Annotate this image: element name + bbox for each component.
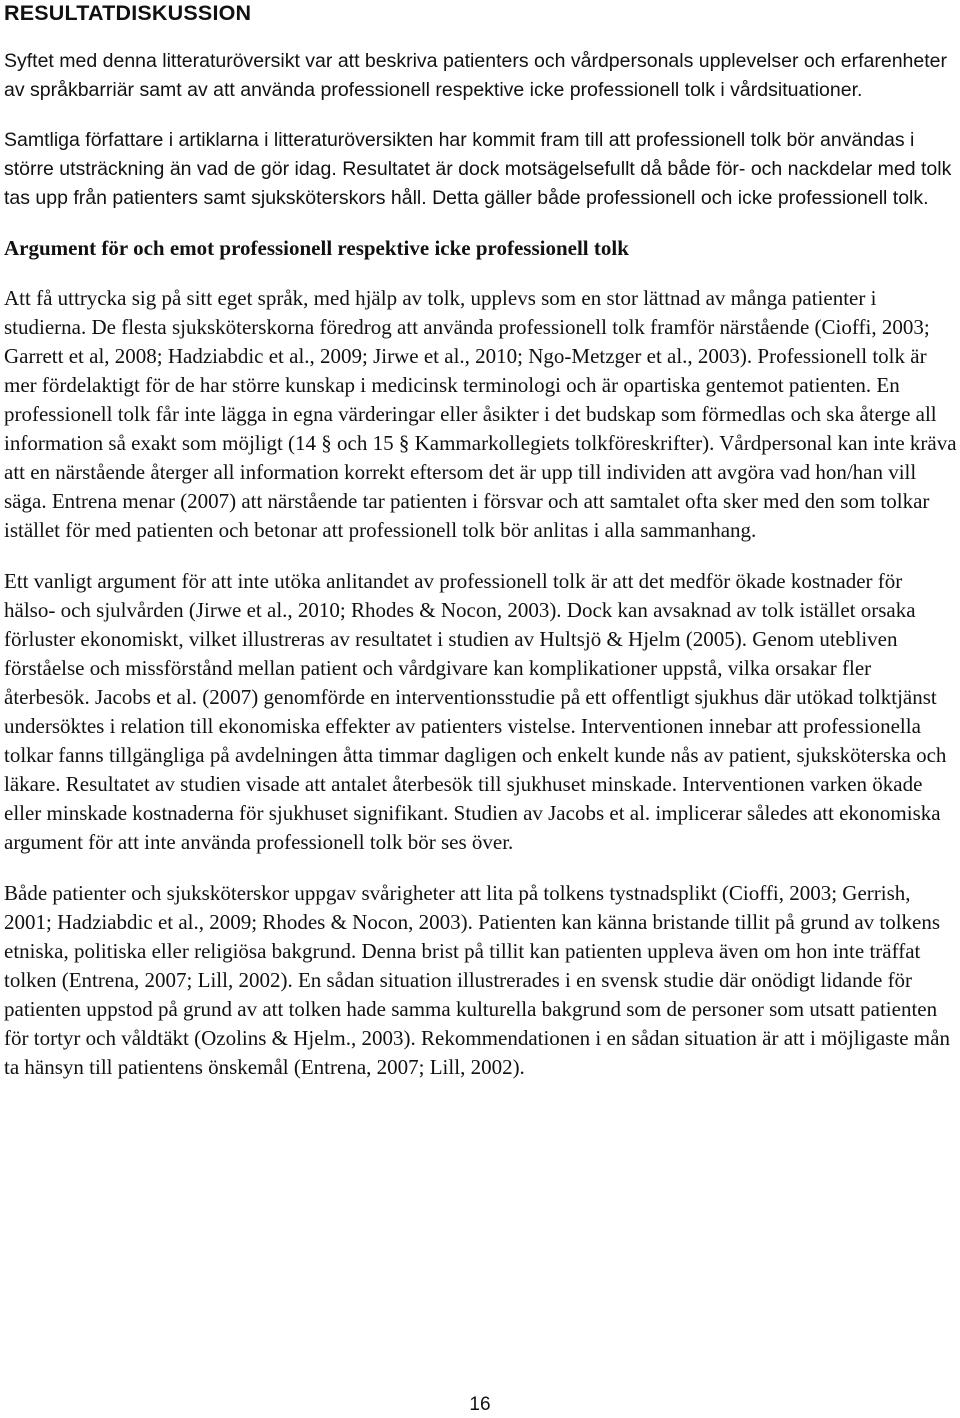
intro-paragraph-summary: Samtliga författare i artiklarna i litteraturöversikten har kommit fram till att professionell tolk bör användas i större utsträckning än vad de gör idag. Resultatet är dock motsägelsefullt då både för- och nackdelar med tolk tas upp från patienters samt sjuksköterskors håll. Detta gäller både professionell och icke professionell tolk. bbox=[4, 129, 952, 209]
document-page bbox=[4, 0, 958, 1082]
intro-paragraph-purpose: Syftet med denna litteraturöversikt var att beskriva patienters och vårdpersonals upplevelser och erfarenheter av språkbarriär samt av att använda professionell respektive icke professionell tolk i vårdsituationer. bbox=[4, 50, 947, 101]
body-paragraph-costs: Ett vanligt argument för att inte utöka anlitandet av professionell tolk är att det medför ökade kostnader för hälso- och sjulvården (Jirwe et al., 2010; Rhodes & Nocon, 2003). Dock kan avsaknad av tolk istället orsaka förluster ekonomiskt, vilket illustreras av resultatet i studien av Hultsjö & Hjelm (2005). Genom utebliven förståelse och missförstånd mellan patient och vårdgivare kan komplikationer uppstå, vilka orsakar fler återbesök. Jacobs et al. (2007) genomförde en interventionsstudie på ett offentligt sjukhus där utökad tolktjänst undersöktes i relation till ekonomiska effekter av patienters vistelse. Interventionen innebar att professionella tolkar fanns tillgängliga på avdelningen åtta timmar dagligen och enkelt kunde nås av patient, sjuksköterska och läkare. Resultatet av studien visade att antalet återbesök till sjukhuset minskade. Interventionen varken ökade eller minskade kostnaderna för sjukhuset signifikant. Studien av Jacobs et al. implicerar således att ekonomiska argument för att inte använda professionell tolk bör ses över. bbox=[4, 569, 947, 854]
section-title: RESULTATDISKUSSION bbox=[4, 1, 252, 25]
body-paragraph-advantages: Att få uttrycka sig på sitt eget språk, med hjälp av tolk, upplevs som en stor lättnad av många patienter i studierna. De flesta sjuksköterskorna föredrog att använda professionell tolk framför närstående (Cioffi, 2003; Garrett et al, 2008; Hadziabdic et al., 2009; Jirwe et al., 2010; Ngo-Metzger et al., 2003). Professionell tolk är mer fördelaktigt för de har större kunskap i medicinsk terminologi och är opartiska gentemot patienten. En professionell tolk får inte lägga in egna värderingar eller åsikter i det budskap som förmedlas och ska återge all information så exakt som möjligt (14 § och 15 § Kammarkollegiets tolkföreskrifter). Vårdpersonal kan inte kräva att en närstående återger all information korrekt eftersom det är upp till individen att avgöra vad hon/han vill säga. Entrena menar (2007) att närstående tar patienten i försvar och att samtalet ofta sker med den som tolkar istället för med patienten och betonar att professionell tolk bör anlitas i alla sammanhang. bbox=[4, 286, 957, 542]
body-paragraph-trust: Både patienter och sjuksköterskor uppgav svårigheter att lita på tolkens tystnadsplikt (Cioffi, 2003; Gerrish, 2001; Hadziabdic et al., 2009; Rhodes & Nocon, 2003). Patienten kan känna bristande tillit på grund av tolkens etniska, politiska eller religiösa bakgrund. Denna brist på tillit kan patienten uppleva även om hon inte träffat tolken (Entrena, 2007; Lill, 2002). En sådan situation illustrerades i en svensk studie där onödigt lidande för patienten uppstod på grund av att tolken hade samma kulturella bakgrund som de personer som utsatt patienten för tortyr och våldtäkt (Ozolins & Hjelm., 2003). Rekommendationen i en sådan situation är att i möjligaste mån ta hänsyn till patientens önskemål (Entrena, 2007; Lill, 2002). bbox=[4, 881, 950, 1079]
page-number: 16 bbox=[469, 1394, 491, 1415]
subheading: Argument för och emot professionell respektive icke professionell tolk bbox=[4, 236, 629, 260]
